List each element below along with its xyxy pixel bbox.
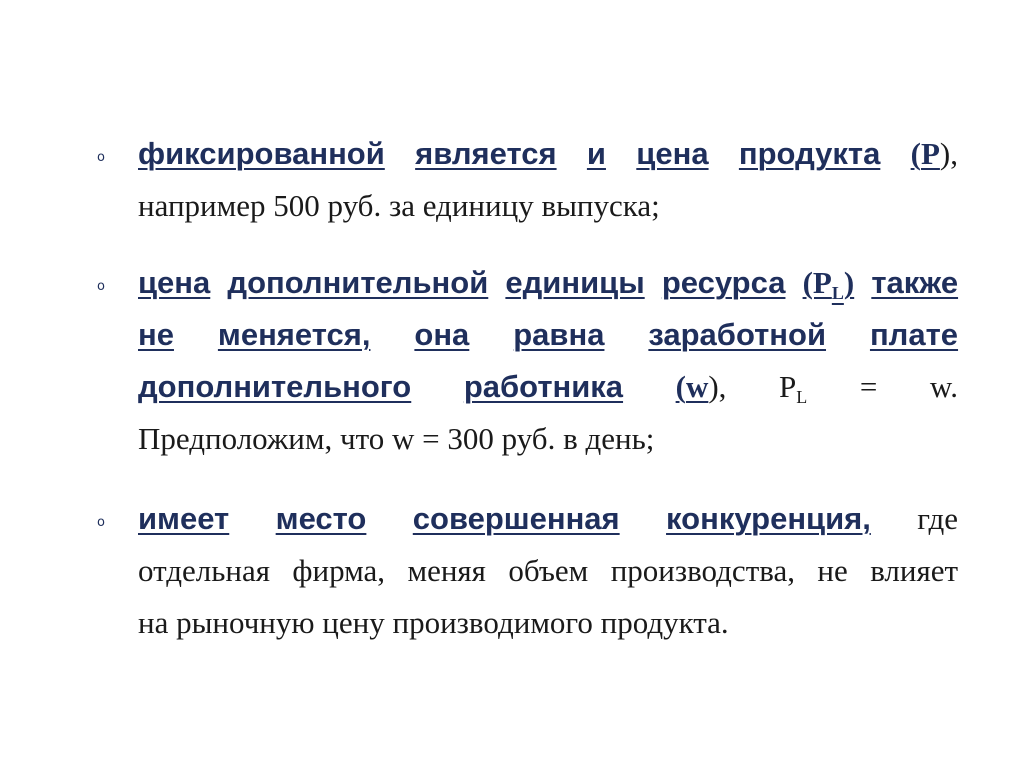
emphasis-word: цена (138, 265, 211, 300)
symbol-paren: ) (843, 265, 855, 300)
emphasis-word: конкуренция, (666, 501, 871, 536)
plain-word: не (817, 553, 848, 588)
plain-word: фирма, (292, 553, 386, 588)
emphasis-word: единицы (505, 265, 645, 300)
emphasis-word: является (415, 136, 557, 171)
equation-left: P (779, 369, 797, 404)
emphasis-word: совершенная (412, 501, 620, 536)
bullet-line (138, 361, 958, 413)
price-symbol: P (920, 136, 940, 171)
resource-price-symbol: (P (802, 265, 832, 300)
bullet-marker: o (97, 515, 105, 530)
emphasis-word: она (414, 317, 470, 352)
emphasis-word: фиксированной (138, 136, 385, 171)
bullet-item-fixed-price (97, 128, 958, 232)
symbol-paren: ( (675, 369, 686, 404)
symbol-paren: ) (708, 369, 719, 404)
emphasis-word: плате (869, 317, 959, 352)
plain-word: производства, (610, 553, 795, 588)
emphasis-word: дополнительной (227, 265, 489, 300)
plain-word: объем (508, 553, 589, 588)
bullet-item-competition (97, 493, 959, 649)
emphasis-word: также (871, 265, 959, 300)
bullet-line: Предположим, что w = 300 руб. в день; (138, 421, 655, 456)
equation-subscript: L (796, 387, 808, 407)
symbol-paren: ) (939, 136, 951, 171)
symbol-paren: ( (910, 136, 921, 171)
plain-word: влияет (870, 553, 959, 588)
emphasis-word: работника (463, 369, 624, 404)
bullet-line (138, 493, 958, 545)
punctuation: , (950, 136, 958, 171)
equation-right: w. (929, 369, 959, 404)
subscript-l: L (831, 283, 844, 303)
emphasis-word: продукта (738, 136, 881, 171)
bullet-marker: o (97, 150, 105, 165)
bullet-line: например 500 руб. за единицу выпуска; (138, 188, 660, 223)
bullet-line (138, 257, 958, 309)
emphasis-word: имеет (138, 501, 230, 536)
emphasis-word: равна (513, 317, 605, 352)
plain-word: меняя (407, 553, 486, 588)
punctuation: , (718, 369, 727, 404)
bullet-line: на рыночную цену производимого продукта. (138, 605, 729, 640)
bullet-marker: o (97, 279, 105, 294)
emphasis-word: дополнительного (138, 369, 412, 404)
emphasis-word: не (138, 317, 174, 352)
equals-sign: = (859, 369, 878, 404)
emphasis-word: место (275, 501, 367, 536)
plain-word: где (917, 501, 958, 536)
emphasis-word: и (586, 136, 606, 171)
bullet-line (138, 309, 958, 361)
bullet-line (138, 545, 958, 597)
wage-symbol: w (685, 369, 709, 404)
plain-word: отдельная (138, 553, 270, 588)
bullet-item-resource-price (97, 257, 959, 465)
emphasis-word: ресурса (661, 265, 786, 300)
emphasis-word: меняется, (217, 317, 371, 352)
bullet-line (138, 128, 958, 180)
emphasis-word: заработной (648, 317, 827, 352)
emphasis-word: цена (636, 136, 709, 171)
